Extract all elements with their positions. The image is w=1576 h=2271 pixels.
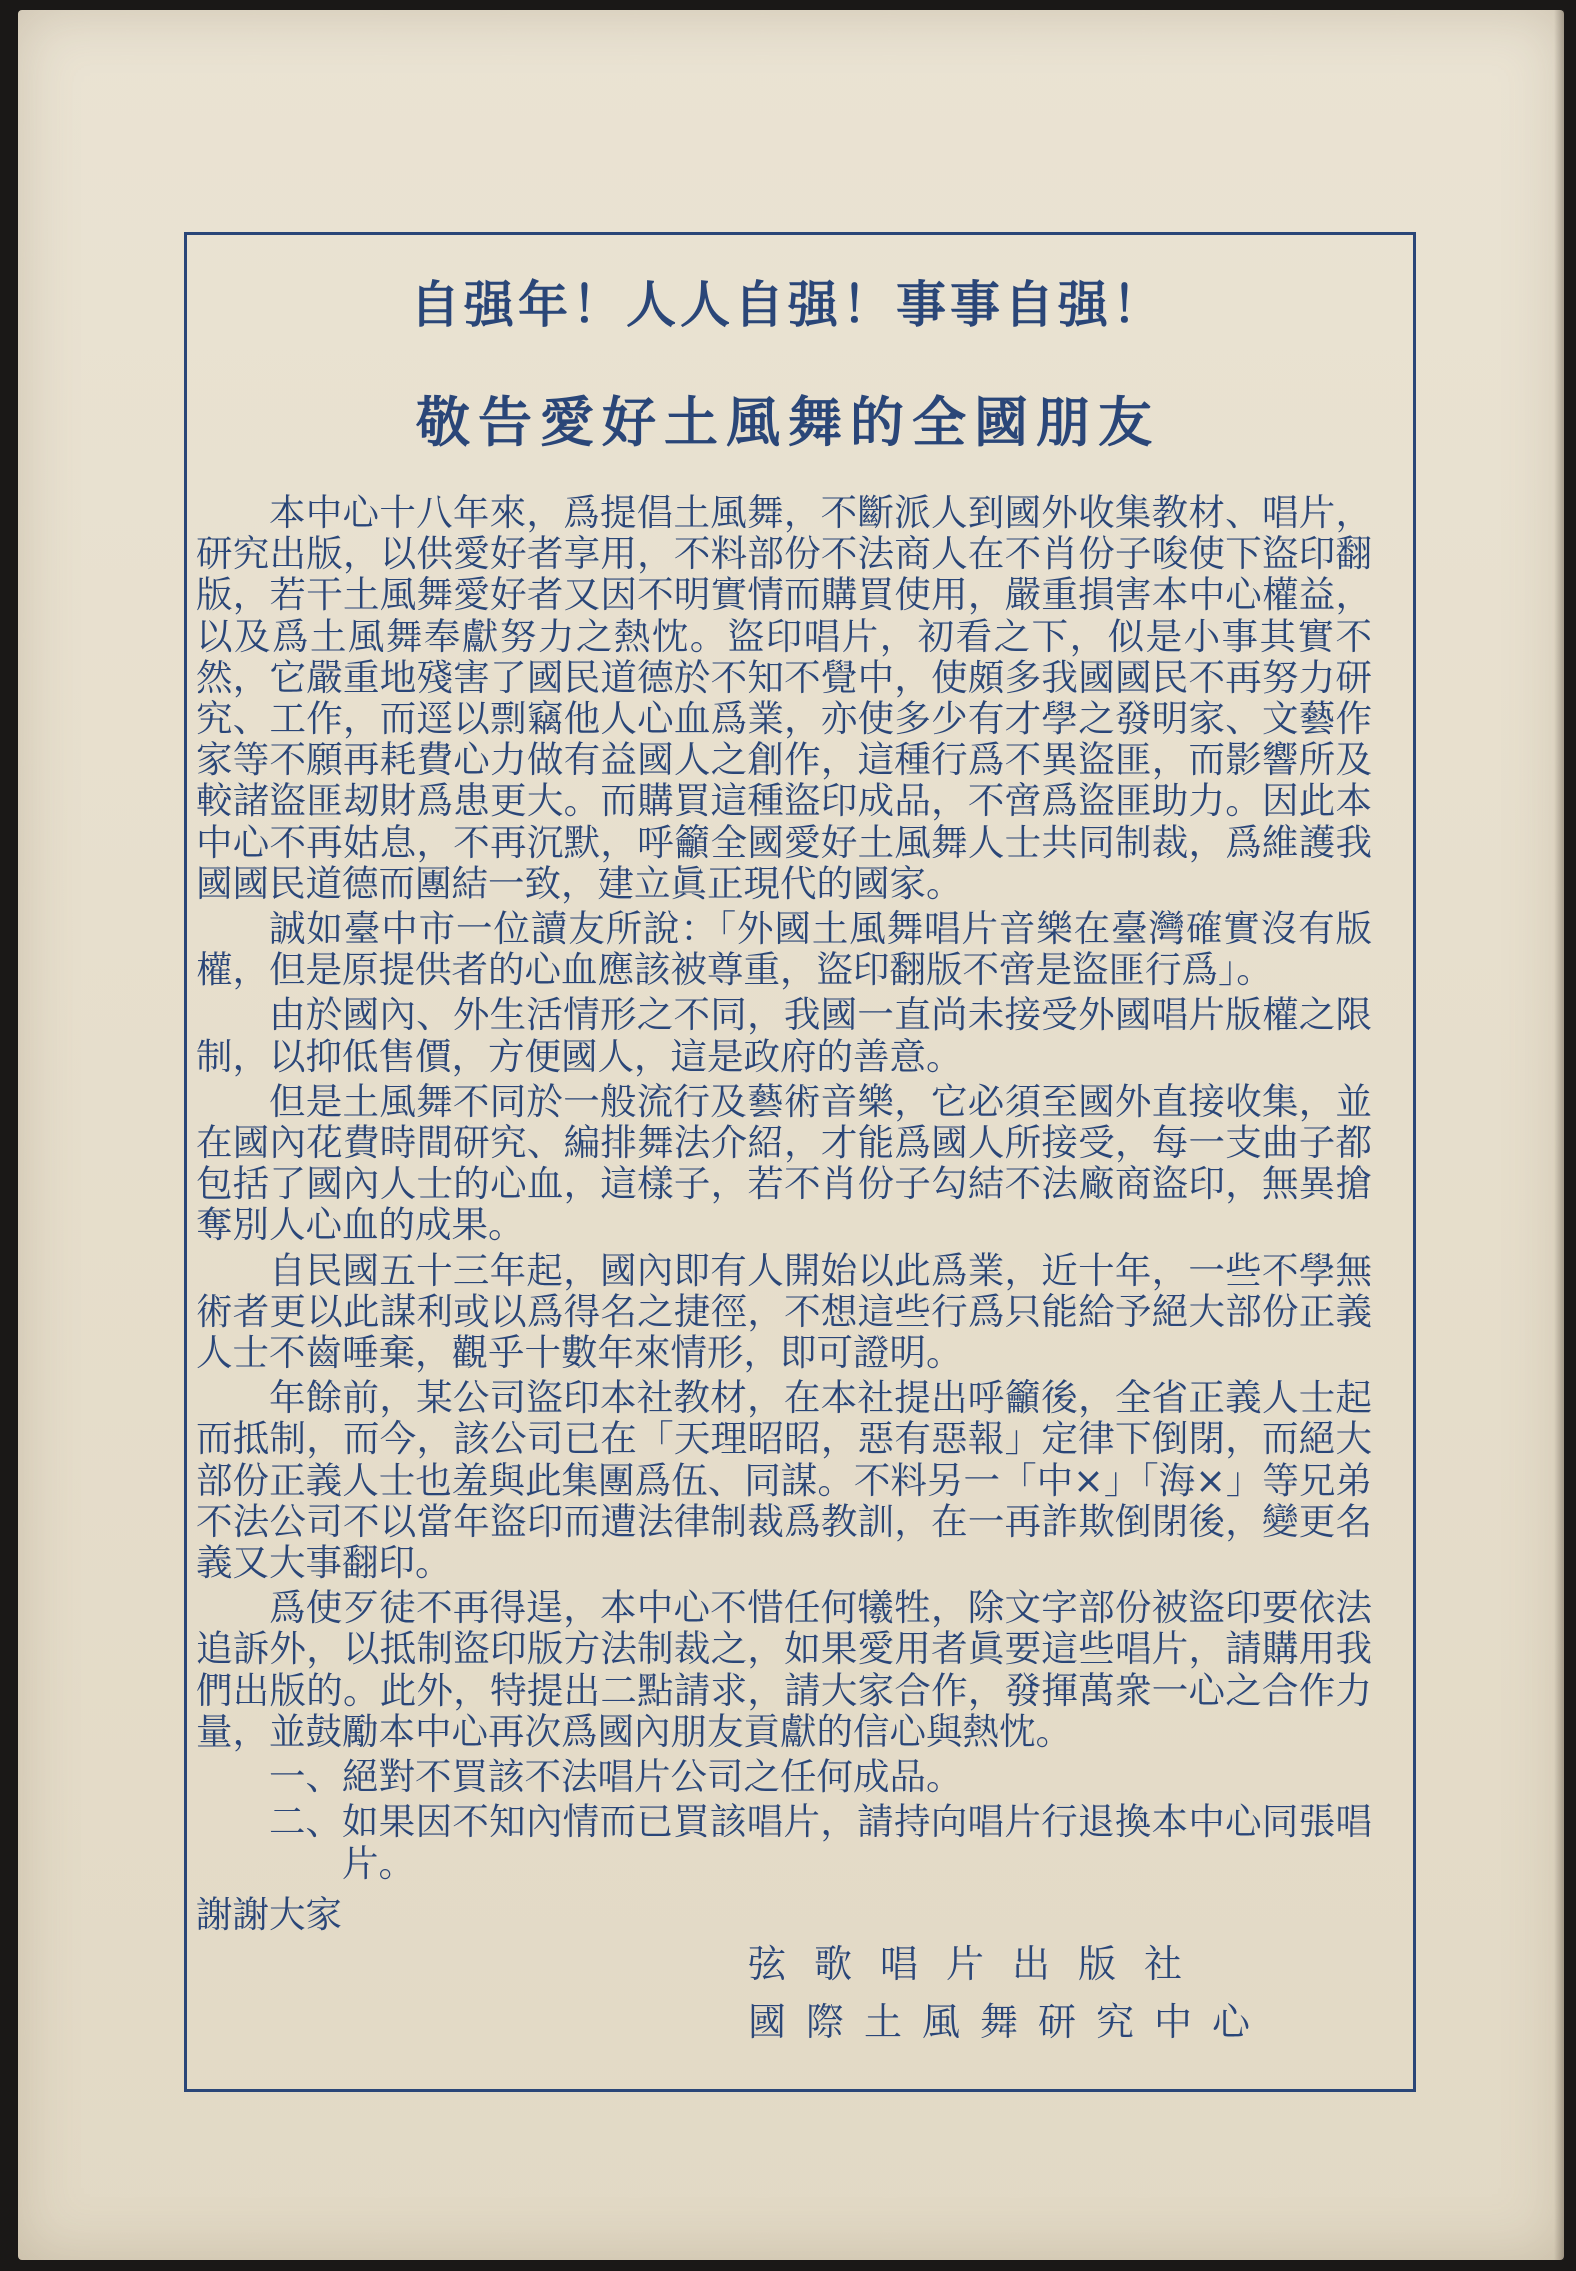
- slogan-heading: 自强年！人人自强！事事自强！: [410, 276, 1166, 334]
- paragraph: 由於國內、外生活情形之不同，我國一直尚未接受外國唱片版權之限制，以抑低售價，方便國人，這是政府的善意。: [196, 993, 1372, 1078]
- paragraph: 本中心十八年來，爲提倡土風舞，不斷派人到國外收集教材、唱片，研究出版，以供愛好者享用，不料部份不法商人在不肖份子唆使下盜印翻版，若干土風舞愛好者又因不明實情而購買使用，嚴重損害本中心權益，以及爲土風舞奉獻努力之熱忱。盜印唱片，初看之下，似是小事其實不然，它嚴重地殘害了國民道德於不知不覺中，使頗多我國國民不再努力研究、工作，而逕以剽竊他人心血爲業，亦使多少有才學之發明家、文藝作家等不願再耗費心力做有益國人之創作，這種行爲不異盜匪，而影響所及較諸盜匪刼財爲患更大。而購買這種盜印成品，不啻爲盜匪助力。因此本中心不再姑息，不再沉默，呼籲全國愛好土風舞人士共同制裁，爲維護我國國民道德而團結一致，建立眞正現代的國家。: [196, 491, 1372, 905]
- paragraph: 自民國五十三年起，國內即有人開始以此爲業，近十年，一些不學無術者更以此謀利或以爲得名之捷徑，不想這些行爲只能給予絕大部份正義人士不齒唾棄，觀乎十數年來情形，即可證明。: [196, 1248, 1372, 1375]
- paragraph: 但是土風舞不同於一般流行及藝術音樂，它必須至國外直接收集，並在國內花費時間研究、編排舞法介紹，才能爲國人所接受，每一支曲子都包括了國內人士的心血，這樣子，若不肖份子勾結不法廠商盜印，無異搶奪別人心血的成果。: [196, 1079, 1372, 1247]
- signature-research-center: 國際土風舞研究中心: [748, 2000, 1271, 2044]
- request-item: [196, 1756, 1372, 1797]
- request-text: 如果因不知內情而已買該唱片，請持向唱片行退換本中心同張唱片。: [342, 1800, 1372, 1885]
- request-number: 二、: [269, 1800, 342, 1844]
- request-item: [196, 1801, 1372, 1883]
- paragraph: 年餘前，某公司盜印本社教材，在本社提出呼籲後，全省正義人士起而抵制，而今，該公司已在「天理昭昭，惡有惡報」定律下倒閉，而絕大部份正義人士也羞與此集團爲伍、同謀。不料另一「中×」「海×」等兄弟不法公司不以當年盜印而遭法律制裁爲教訓，在一再詐欺倒閉後，變更名義又大事翻印。: [196, 1376, 1372, 1585]
- notice-body: [196, 492, 1372, 1939]
- closing-thanks: 謝謝大家: [196, 1892, 342, 1936]
- paragraph: 誠如臺中市一位讀友所說：「外國土風舞唱片音樂在臺灣確實沒有版權，但是原提供者的心血應該被尊重，盜印翻版不啻是盜匪行爲」。: [196, 907, 1372, 992]
- request-number: 一、: [269, 1755, 342, 1799]
- paragraph: 爲使歹徒不再得逞，本中心不惜任何犧牲，除文字部份被盜印要依法追訴外，以抵制盜印版方法制裁之，如果愛用者眞要這些唱片，請購用我們出版的。此外，特提出二點請求，請大家合作，發揮萬衆一心之合作力量，並鼓勵本中心再次爲國內朋友貢獻的信心與熱忱。: [196, 1586, 1372, 1753]
- signature-publisher: 弦歌唱片出版社: [748, 1942, 1211, 1986]
- request-text: 絕對不買該不法唱片公司之任何成品。: [342, 1755, 963, 1799]
- notice-title: 敬告愛好土風舞的全國朋友: [416, 390, 1160, 454]
